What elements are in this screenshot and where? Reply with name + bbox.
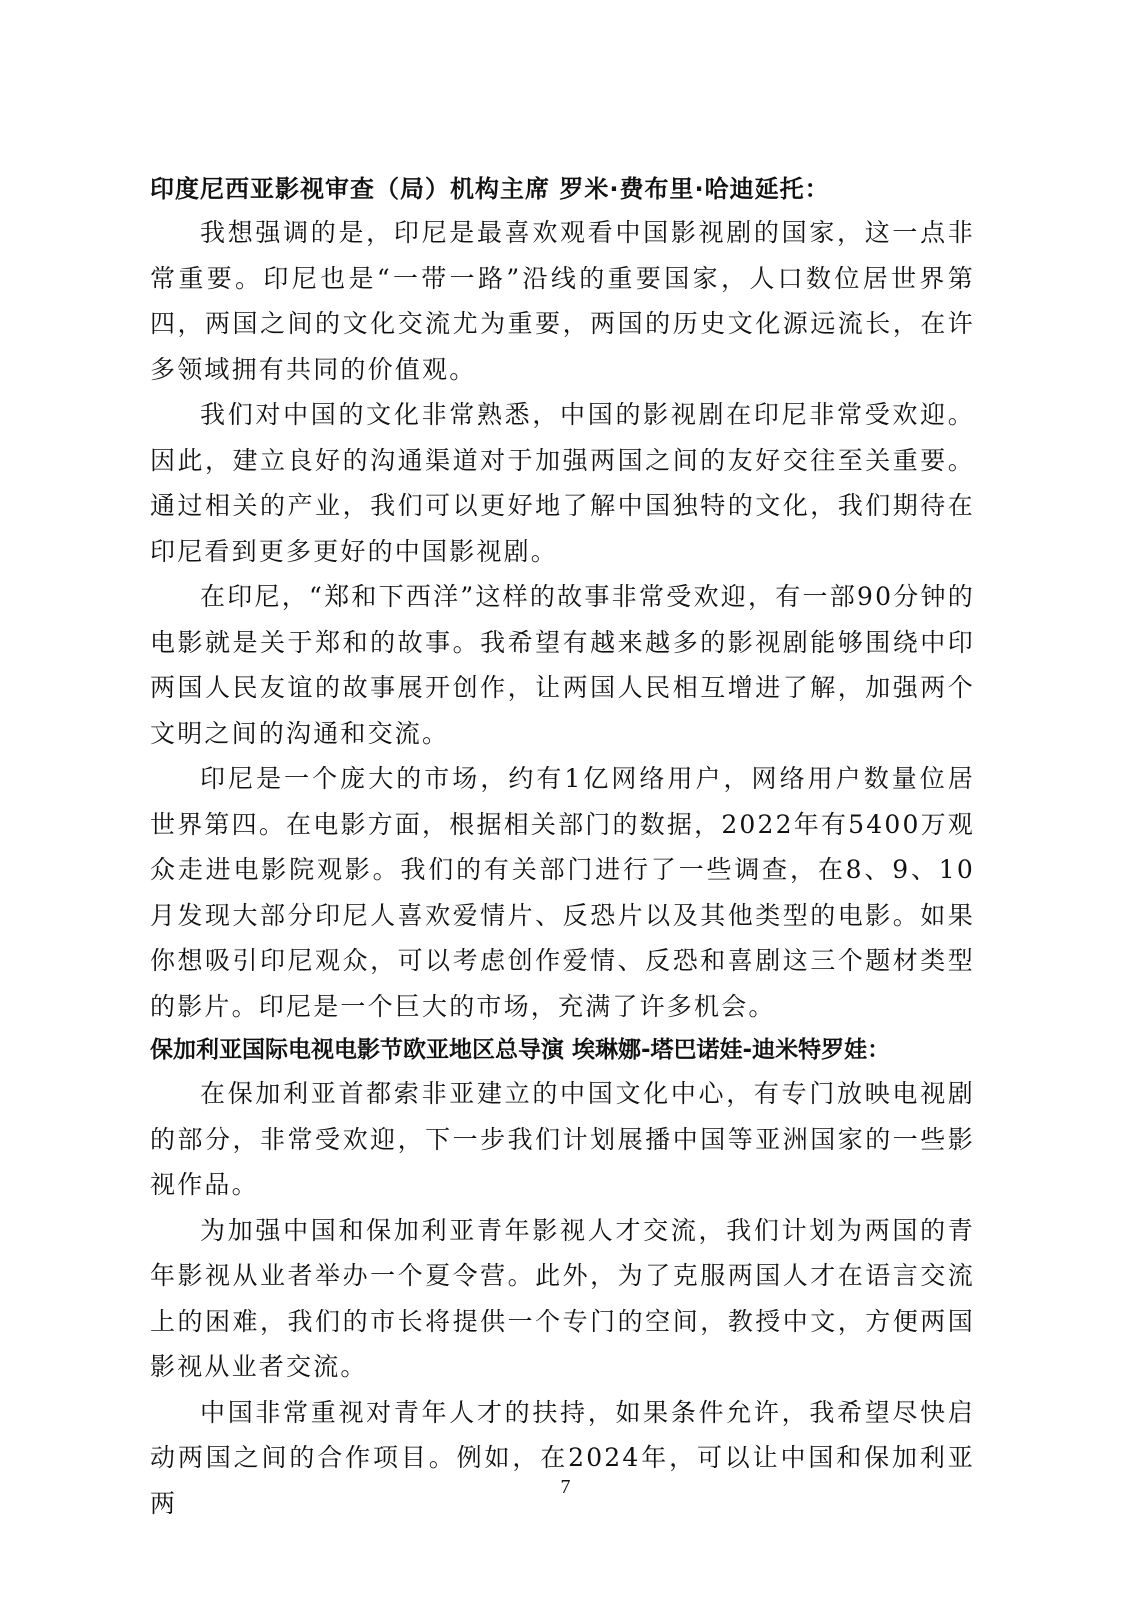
speaker-heading-indonesia: 印度尼西亚影视审查（局）机构主席 罗米·费布里·哈迪延托： <box>150 175 830 203</box>
page-body <box>150 168 975 1526</box>
paragraph: 我想强调的是，印尼是最喜欢观看中国影视剧的国家，这一点非常重要。印尼也是“一带一路”沿线的重要国家，人口数位居世界第四，两国之间的文化交流尤为重要，两国的历史文化源远流长，在许多领域拥有共同的价值观。 <box>150 218 975 384</box>
paragraph: 我们对中国的文化非常熟悉，中国的影视剧在印尼非常受欢迎。因此，建立良好的沟通渠道对于加强两国之间的友好交往至关重要。通过相关的产业，我们可以更好地了解中国独特的文化，我们期待在印尼看到更多更好的中国影视剧。 <box>150 400 975 566</box>
paragraph: 为加强中国和保加利亚青年影视人才交流，我们计划为两国的青年影视从业者举办一个夏令营。此外，为了克服两国人才在语言交流上的困难，我们的市长将提供一个专门的空间，教授中文，方便两国影视从业者交流。 <box>150 1215 975 1381</box>
speaker-heading-bulgaria: 保加利亚国际电视电影节欧亚地区总导演 埃琳娜-塔巴诺娃-迪米特罗娃： <box>150 1037 891 1063</box>
paragraph: 印尼是一个庞大的市场，约有1亿网络用户，网络用户数量位居世界第四。在电影方面，根据相关部门的数据，2022年有5400万观众走进电影院观影。我们的有关部门进行了一些调查，在8、9、10月发现大部分印尼人喜欢爱情片、反恐片以及其他类型的电影。如果你想吸引印尼观众，可以考虑创作爱情、反恐和喜剧这三个题材类型的影片。印尼是一个巨大的市场，充满了许多机会。 <box>150 764 975 1021</box>
paragraph: 中国非常重视对青年人才的扶持，如果条件允许，我希望尽快启动两国之间的合作项目。例如，在2024年，可以让中国和保加利亚两 <box>150 1397 975 1518</box>
page-number: 7 <box>560 1476 571 1498</box>
paragraph: 在保加利亚首都索非亚建立的中国文化中心，有专门放映电视剧的部分，非常受欢迎，下一步我们计划展播中国等亚洲国家的一些影视作品。 <box>150 1079 975 1199</box>
paragraph: 在印尼，“郑和下西洋”这样的故事非常受欢迎，有一部90分钟的电影就是关于郑和的故事。我希望有越来越多的影视剧能够围绕中印两国人民友谊的故事展开创作，让两国人民相互增进了解，加强两个文明之间的沟通和交流。 <box>150 582 975 748</box>
